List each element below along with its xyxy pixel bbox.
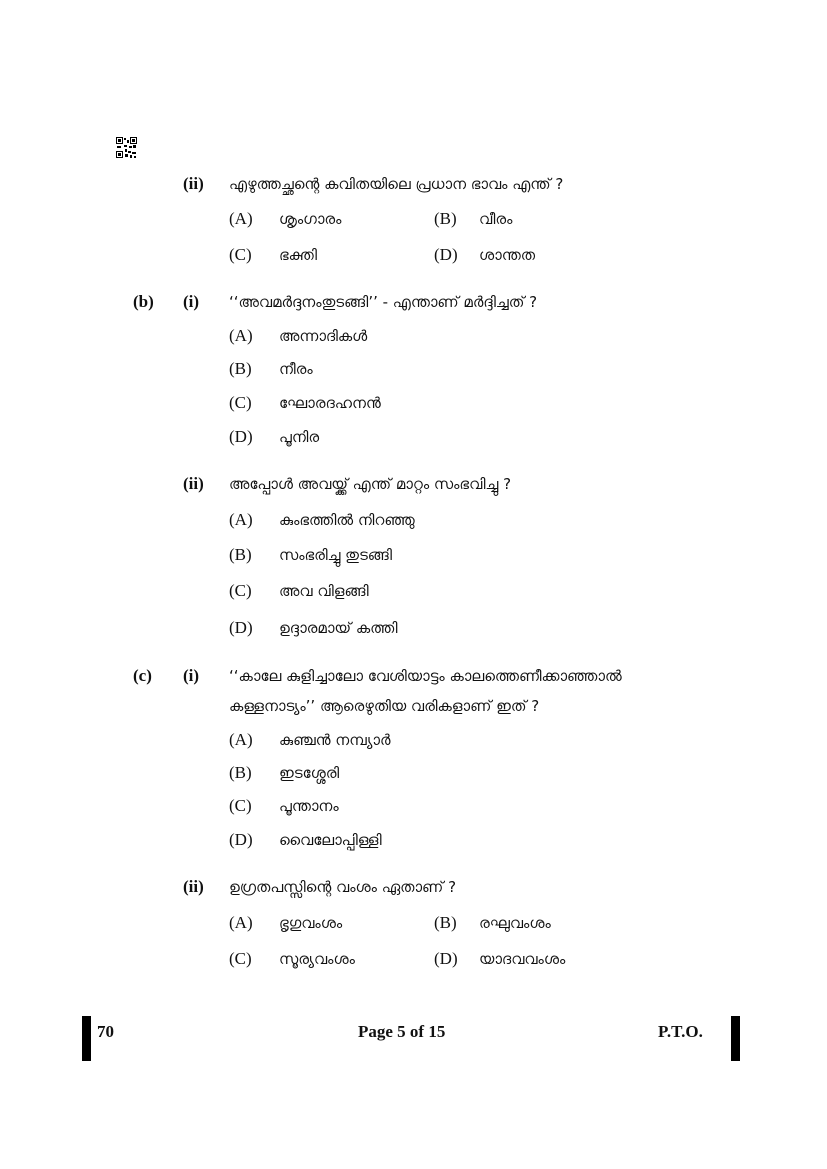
page-number: Page 5 of 15 [358,1022,446,1041]
option-label: (B) [229,359,252,378]
option-label: (D) [229,830,253,849]
question-text: ഉഗ്രതപസ്സിന്റെ വംശം ഏതാണ് ? [229,878,457,896]
option-label: (C) [229,581,252,600]
paper-code: 70 [97,1022,114,1041]
question-text: അപ്പോൾ അവയ്ക്ക് എന്ത് മാറ്റം സംഭവിച്ചു ? [229,475,512,493]
option-text: ഭക്തി [279,246,318,264]
option-text: കുംഭത്തിൽ നിറഞ്ഞു [279,511,415,529]
option-label: (B) [229,545,252,564]
option-text: ഉദ്ദാരമായ് കത്തി [279,619,398,637]
option-label: (A) [229,326,253,345]
option-label: (D) [434,949,458,968]
option-label: (D) [229,427,253,446]
option-label: (D) [434,245,458,264]
option-text: ഇടശ്ശേരി [279,764,340,782]
option-label: (A) [229,510,253,529]
question-text-line2: കള്ളനാട്യം’’ ആരെഴുതിയ വരികളാണ് ഇത് ? [229,697,540,715]
option-text: വൈലോപ്പിള്ളി [279,831,382,849]
option-text: ശൃംഗാരം [279,210,342,228]
option-text: പൂന്താനം [279,797,339,815]
footer-right-bar [731,1016,740,1061]
option-label: (A) [229,730,253,749]
question-text: എഴുത്തച്ഛന്റെ കവിതയിലെ പ്രധാന ഭാവം എന്ത് ? [229,175,564,193]
option-text: സൂര്യവംശം [279,950,355,968]
pto-label: P.T.O. [658,1022,703,1041]
question-text: ‘‘കാലേ കുളിച്ചാലോ വേശിയാട്ടം കാലത്തെണീക്കാഞ്ഞാൽ [229,667,622,685]
option-text: അന്നാദികൾ [279,327,368,345]
option-label: (C) [229,796,252,815]
section-label: (c) [133,666,152,685]
option-text: അവ വിളങ്ങി [279,582,369,600]
option-text: ശാന്തത [479,246,536,264]
option-text: നീരം [279,360,313,378]
option-text: കുഞ്ചൻ നമ്പ്യാർ [279,731,391,749]
option-text: രഘുവംശം [479,914,551,932]
section-label: (b) [133,292,154,311]
option-text: പൂനിര [279,428,320,446]
option-label: (D) [229,618,253,637]
option-label: (C) [229,245,252,264]
option-label: (C) [229,949,252,968]
option-label: (A) [229,913,253,932]
question-number: (ii) [183,474,204,493]
footer-left-bar [82,1016,91,1061]
question-number: (i) [183,292,200,311]
question-number: (ii) [183,877,204,896]
option-label: (B) [229,763,252,782]
option-text: ഭൃഗുവംശം [279,914,343,932]
question-number: (ii) [183,174,204,193]
option-text: ഘോരദഹനൻ [279,394,381,412]
option-label: (B) [434,913,457,932]
option-label: (B) [434,209,457,228]
option-text: വീരം [479,210,513,228]
option-label: (A) [229,209,253,228]
option-text: യാദവവംശം [479,950,566,968]
question-text: ‘‘അവമർദ്ദനംതുടങ്ങി’’ - എന്താണ് മർദ്ദിച്ചത് ? [229,293,538,311]
question-number: (i) [183,666,200,685]
option-label: (C) [229,393,252,412]
option-text: സംഭരിച്ചു തുടങ്ങി [279,546,392,564]
qr-code-icon [116,137,137,158]
